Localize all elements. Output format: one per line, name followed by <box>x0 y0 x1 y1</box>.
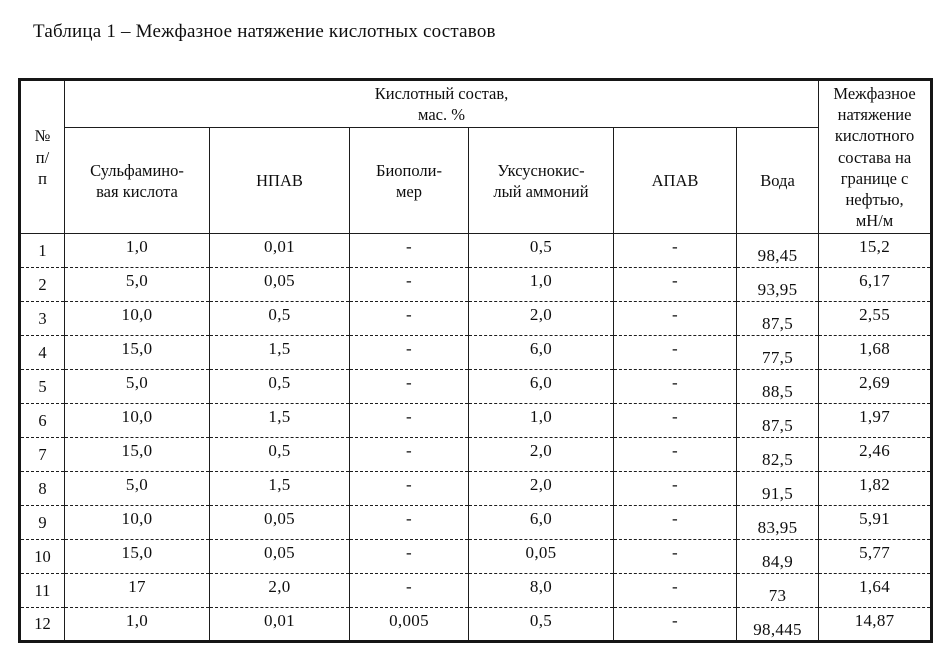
header-npav: НПАВ <box>210 128 350 234</box>
table-row <box>20 438 932 472</box>
sulfamic-acid-cell: 10,0 <box>65 404 210 438</box>
biopolymer-cell: - <box>350 472 469 506</box>
apav-cell: - <box>614 268 737 302</box>
npav-cell: 0,05 <box>210 506 350 540</box>
ammonium-acetate-cell: 1,0 <box>469 268 614 302</box>
water-cell: 73 <box>737 574 819 608</box>
biopolymer-cell: - <box>350 268 469 302</box>
water-cell: 98,445 <box>737 608 819 642</box>
water-cell: 91,5 <box>737 472 819 506</box>
water-cell: 98,45 <box>737 234 819 268</box>
apav-cell: - <box>614 234 737 268</box>
table-row <box>20 370 932 404</box>
apav-cell: - <box>614 506 737 540</box>
row-number-cell: 2 <box>20 268 65 302</box>
apav-cell: - <box>614 472 737 506</box>
npav-cell: 0,01 <box>210 234 350 268</box>
npav-cell: 0,05 <box>210 268 350 302</box>
water-cell: 82,5 <box>737 438 819 472</box>
npav-cell: 0,5 <box>210 438 350 472</box>
row-number-cell: 10 <box>20 540 65 574</box>
biopolymer-cell: - <box>350 302 469 336</box>
biopolymer-cell: - <box>350 234 469 268</box>
npav-cell: 0,01 <box>210 608 350 642</box>
table-row <box>20 268 932 302</box>
header-group-row <box>20 80 932 128</box>
header-sulfamic-acid: Сульфамино- вая кислота <box>65 128 210 234</box>
apav-cell: - <box>614 370 737 404</box>
biopolymer-cell: - <box>350 336 469 370</box>
sulfamic-acid-cell: 5,0 <box>65 268 210 302</box>
ammonium-acetate-cell: 2,0 <box>469 302 614 336</box>
apav-cell: - <box>614 438 737 472</box>
ammonium-acetate-cell: 6,0 <box>469 370 614 404</box>
water-cell: 88,5 <box>737 370 819 404</box>
npav-cell: 1,5 <box>210 472 350 506</box>
table-caption: Таблица 1 – Межфазное натяжение кислотных составов <box>33 21 496 42</box>
water-cell: 84,9 <box>737 540 819 574</box>
sulfamic-acid-cell: 1,0 <box>65 608 210 642</box>
tension-cell: 6,17 <box>819 268 932 302</box>
row-number-cell: 9 <box>20 506 65 540</box>
header-interfacial-tension: Межфазное натяжение кислотного состава на границе с нефтью, мН/м <box>819 80 932 234</box>
sulfamic-acid-cell: 5,0 <box>65 370 210 404</box>
header-sub-row <box>20 128 932 234</box>
ammonium-acetate-cell: 1,0 <box>469 404 614 438</box>
tension-cell: 5,91 <box>819 506 932 540</box>
sulfamic-acid-cell: 15,0 <box>65 540 210 574</box>
npav-cell: 2,0 <box>210 574 350 608</box>
water-cell: 87,5 <box>737 302 819 336</box>
row-number-cell: 3 <box>20 302 65 336</box>
sulfamic-acid-cell: 1,0 <box>65 234 210 268</box>
acid-composition-table <box>18 78 933 643</box>
table-row <box>20 336 932 370</box>
table-row <box>20 302 932 336</box>
row-number-cell: 11 <box>20 574 65 608</box>
water-cell: 77,5 <box>737 336 819 370</box>
header-acid-composition: Кислотный состав, мас. % <box>65 80 819 128</box>
header-biopolymer: Биополи- мер <box>350 128 469 234</box>
biopolymer-cell: - <box>350 540 469 574</box>
sulfamic-acid-cell: 17 <box>65 574 210 608</box>
ammonium-acetate-cell: 8,0 <box>469 574 614 608</box>
tension-cell: 1,97 <box>819 404 932 438</box>
header-apav: АПАВ <box>614 128 737 234</box>
tension-cell: 1,64 <box>819 574 932 608</box>
table-row <box>20 540 932 574</box>
sulfamic-acid-cell: 15,0 <box>65 438 210 472</box>
ammonium-acetate-cell: 6,0 <box>469 506 614 540</box>
tension-cell: 2,69 <box>819 370 932 404</box>
tension-cell: 2,55 <box>819 302 932 336</box>
sulfamic-acid-cell: 10,0 <box>65 506 210 540</box>
table-row <box>20 234 932 268</box>
ammonium-acetate-cell: 2,0 <box>469 472 614 506</box>
water-cell: 83,95 <box>737 506 819 540</box>
ammonium-acetate-cell: 0,05 <box>469 540 614 574</box>
water-cell: 93,95 <box>737 268 819 302</box>
table-row <box>20 472 932 506</box>
row-number-cell: 1 <box>20 234 65 268</box>
apav-cell: - <box>614 302 737 336</box>
biopolymer-cell: - <box>350 506 469 540</box>
table-row <box>20 404 932 438</box>
row-number-cell: 4 <box>20 336 65 370</box>
table-header <box>20 80 932 234</box>
npav-cell: 0,05 <box>210 540 350 574</box>
biopolymer-cell: 0,005 <box>350 608 469 642</box>
table-row <box>20 506 932 540</box>
row-number-cell: 12 <box>20 608 65 642</box>
npav-cell: 1,5 <box>210 404 350 438</box>
ammonium-acetate-cell: 6,0 <box>469 336 614 370</box>
row-number-cell: 6 <box>20 404 65 438</box>
header-ammonium-acetate: Уксуснокис- лый аммоний <box>469 128 614 234</box>
npav-cell: 0,5 <box>210 370 350 404</box>
apav-cell: - <box>614 540 737 574</box>
ammonium-acetate-cell: 2,0 <box>469 438 614 472</box>
water-cell: 87,5 <box>737 404 819 438</box>
ammonium-acetate-cell: 0,5 <box>469 608 614 642</box>
header-row-number: № п/ п <box>20 80 65 234</box>
tension-cell: 1,68 <box>819 336 932 370</box>
tension-cell: 5,77 <box>819 540 932 574</box>
table-body <box>20 234 932 642</box>
npav-cell: 0,5 <box>210 302 350 336</box>
tension-cell: 2,46 <box>819 438 932 472</box>
apav-cell: - <box>614 574 737 608</box>
tension-cell: 1,82 <box>819 472 932 506</box>
npav-cell: 1,5 <box>210 336 350 370</box>
tension-cell: 15,2 <box>819 234 932 268</box>
biopolymer-cell: - <box>350 438 469 472</box>
table-row <box>20 608 932 642</box>
apav-cell: - <box>614 404 737 438</box>
biopolymer-cell: - <box>350 370 469 404</box>
row-number-cell: 8 <box>20 472 65 506</box>
apav-cell: - <box>614 336 737 370</box>
biopolymer-cell: - <box>350 574 469 608</box>
biopolymer-cell: - <box>350 404 469 438</box>
row-number-cell: 5 <box>20 370 65 404</box>
table-row <box>20 574 932 608</box>
tension-cell: 14,87 <box>819 608 932 642</box>
header-water: Вода <box>737 128 819 234</box>
ammonium-acetate-cell: 0,5 <box>469 234 614 268</box>
apav-cell: - <box>614 608 737 642</box>
sulfamic-acid-cell: 15,0 <box>65 336 210 370</box>
row-number-cell: 7 <box>20 438 65 472</box>
sulfamic-acid-cell: 5,0 <box>65 472 210 506</box>
sulfamic-acid-cell: 10,0 <box>65 302 210 336</box>
